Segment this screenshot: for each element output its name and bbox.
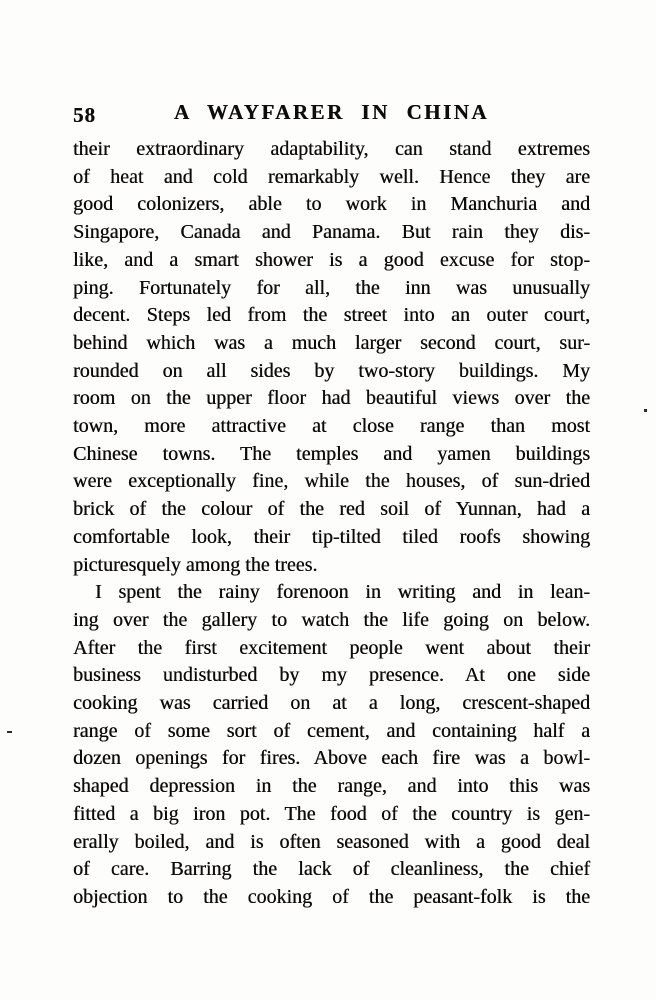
text-line: were exceptionally fine, while the houses, of sun-dried [73,470,590,493]
text-line: picturesquely among the trees. [73,553,318,576]
page-header [73,100,590,128]
text-line: decent. Steps led from the street into an outer court, [73,304,590,327]
text-line: objection to the cooking of the peasant-folk is the [73,885,590,908]
text-line: of care. Barring the lack of cleanliness, the chief [73,858,590,881]
text-line: of heat and cold remarkably well. Hence they are [73,165,590,188]
text-line: business undisturbed by my presence. At one side [73,664,590,687]
running-title: A WAYFARER IN CHINA [173,100,490,124]
text-line: their extraordinary adaptability, can stand extremes [73,138,590,160]
text-line: ping. Fortunately for all, the inn was unusually [73,276,590,299]
text-line: After the first excitement people went about their [73,636,590,659]
text-line: shaped depression in the range, and into this was [73,775,590,798]
text-line: town, more attractive at close range than most [73,415,590,438]
text-line: brick of the colour of the red soil of Yunnan, had a [73,498,590,521]
text-line: I spent the rainy forenoon in writing and in lean- [95,581,590,604]
text-line: rounded on all sides by two-story buildings. My [73,359,590,382]
text-line: fitted a big iron pot. The food of the country is gen- [73,802,590,825]
text-line: cooking was carried on at a long, crescent-shaped [73,692,590,715]
text-line: dozen openings for fires. Above each fire was a bowl- [73,747,590,770]
text-line: range of some sort of cement, and containing half a [73,719,590,742]
text-line: comfortable look, their tip-tilted tiled roofs showing [73,525,590,548]
text-line: erally boiled, and is often seasoned with a good deal [73,830,590,853]
page-body [73,136,590,912]
text-line: ing over the gallery to watch the life going on below. [73,608,590,631]
text-line: like, and a smart shower is a good excuse for stop- [73,248,590,271]
page-number: 58 [73,103,96,127]
text-line: good colonizers, able to work in Manchuria and [73,193,590,216]
text-line: Singapore, Canada and Panama. But rain they dis- [73,221,590,244]
scan-speck [7,731,12,733]
text-line: Chinese towns. The temples and yamen buildings [73,442,590,465]
text-line: behind which was a much larger second court, sur- [73,331,590,354]
scan-speck [644,409,647,412]
text-line: room on the upper floor had beautiful views over the [73,387,590,410]
